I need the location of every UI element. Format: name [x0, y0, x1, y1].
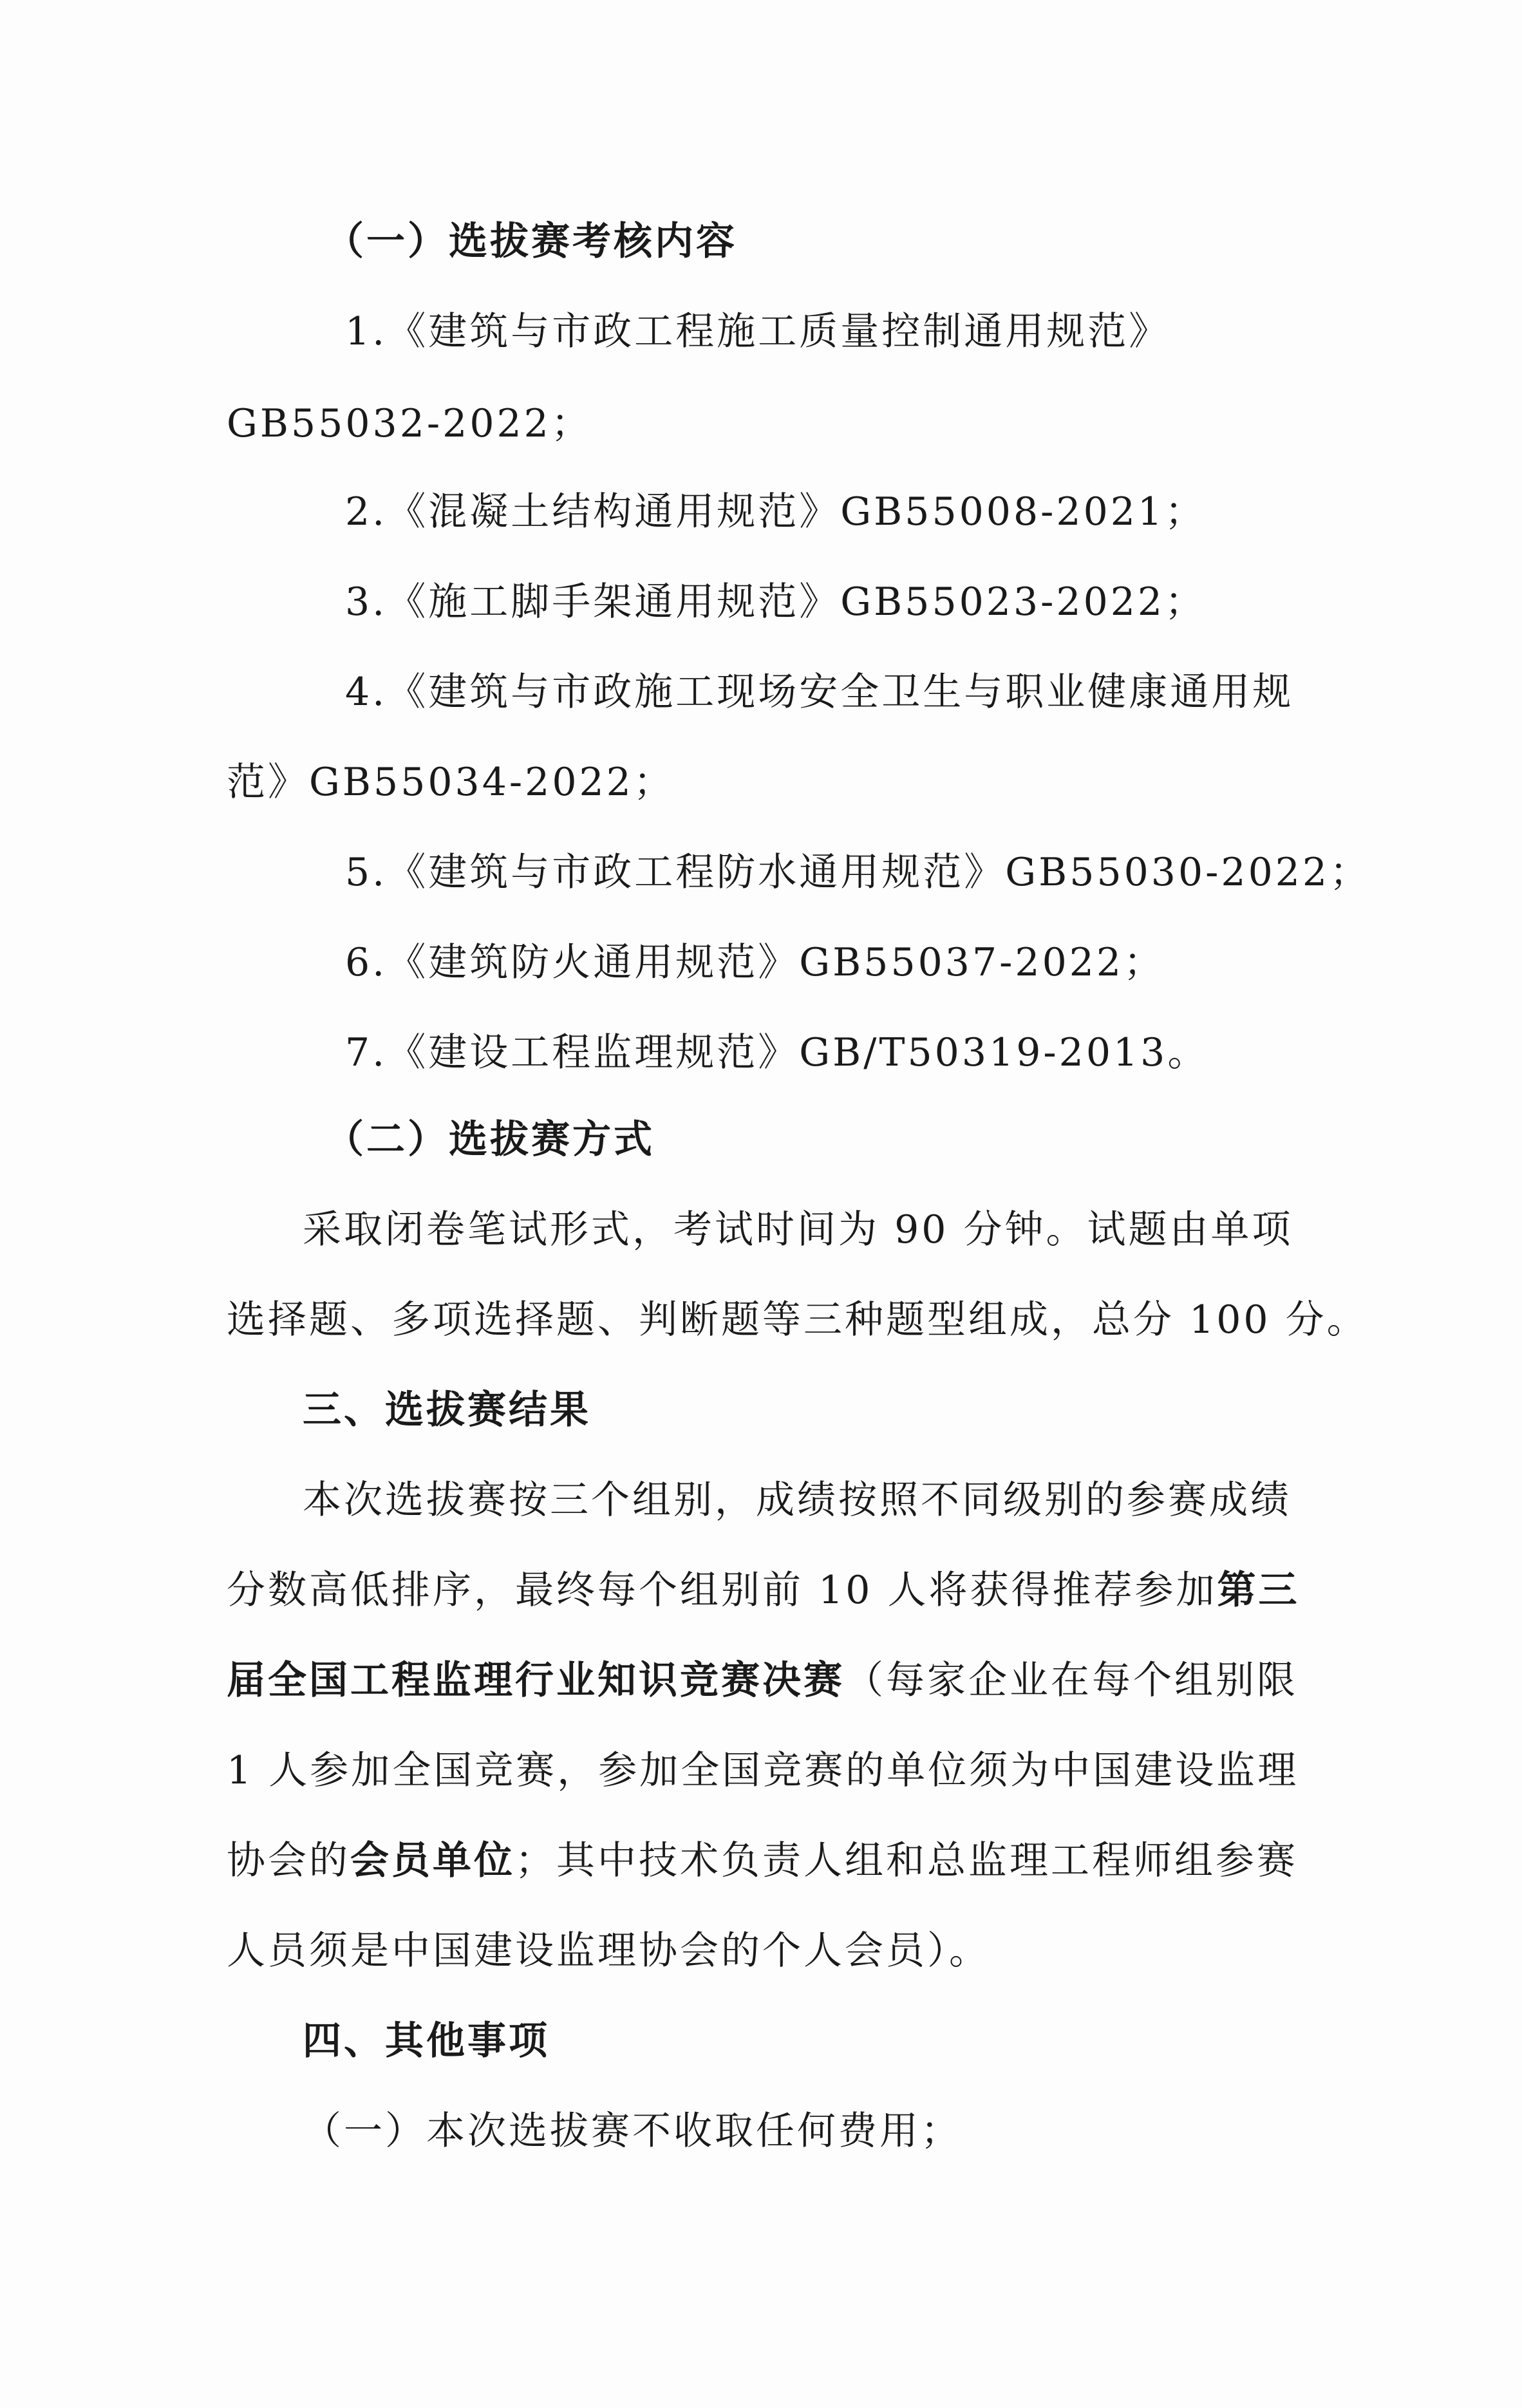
result-paragraph-line4: 1 人参加全国竞赛，参加全国竞赛的单位须为中国建设监理: [227, 1748, 1299, 1793]
method-paragraph-line2: 选择题、多项选择题、判断题等三种题型组成，总分 100 分。: [227, 1297, 1368, 1342]
result-line5-text-a: 协会的: [227, 1838, 350, 1883]
result-paragraph-line3: [227, 1655, 1298, 1706]
list-item-4-line2: 范》GB55034-2022；: [227, 760, 675, 805]
result-paragraph-line6: 人员须是中国建设监理协会的个人会员）。: [227, 1928, 990, 1973]
result-paragraph-line2: [227, 1565, 1300, 1616]
result-line2-bold: 第三: [1217, 1568, 1300, 1613]
list-item-5: 5.《建筑与市政工程防水通用规范》GB55030-2022；: [345, 850, 1371, 895]
list-item-6: 6.《建筑防火通用规范》GB55037-2022；: [345, 940, 1165, 985]
result-line2-text: 分数高低排序，最终每个组别前 10 人将获得推荐参加: [227, 1568, 1217, 1613]
list-item-1-line1: 1.《建筑与市政工程施工质量控制通用规范》: [345, 309, 1170, 354]
list-item-1-line2: GB55032-2022；: [227, 401, 592, 446]
list-item-2: 2.《混凝土结构通用规范》GB55008-2021；: [345, 489, 1207, 534]
list-item-7: 7.《建设工程监理规范》GB/T50319-2013。: [345, 1030, 1209, 1075]
method-paragraph-line1: 采取闭卷笔试形式，考试时间为 90 分钟。试题由单项: [303, 1207, 1293, 1252]
result-line3-text: （每家企业在每个组别限: [845, 1658, 1298, 1703]
section-heading-result: 三、选拔赛结果: [303, 1387, 591, 1433]
other-item-1: （一）本次选拔赛不收取任何费用；: [303, 2109, 962, 2154]
section-heading-method: （二）选拔赛方式: [325, 1117, 655, 1162]
section-heading-content: （一）选拔赛考核内容: [325, 219, 737, 264]
list-item-3: 3.《施工脚手架通用规范》GB55023-2022；: [345, 579, 1207, 625]
result-paragraph-line1: 本次选拔赛按三个组别，成绩按照不同级别的参赛成绩: [303, 1478, 1292, 1523]
result-line5-text-c: ；其中技术负责人组和总监理工程师组参赛: [515, 1838, 1298, 1883]
result-line5-bold: 会员单位: [350, 1838, 515, 1883]
section-heading-other: 四、其他事项: [303, 2018, 550, 2064]
result-paragraph-line5: [227, 1835, 1298, 1886]
result-line3-bold: 届全国工程监理行业知识竞赛决赛: [227, 1658, 845, 1703]
list-item-4-line1: 4.《建筑与市政施工现场安全卫生与职业健康通用规: [345, 670, 1294, 715]
